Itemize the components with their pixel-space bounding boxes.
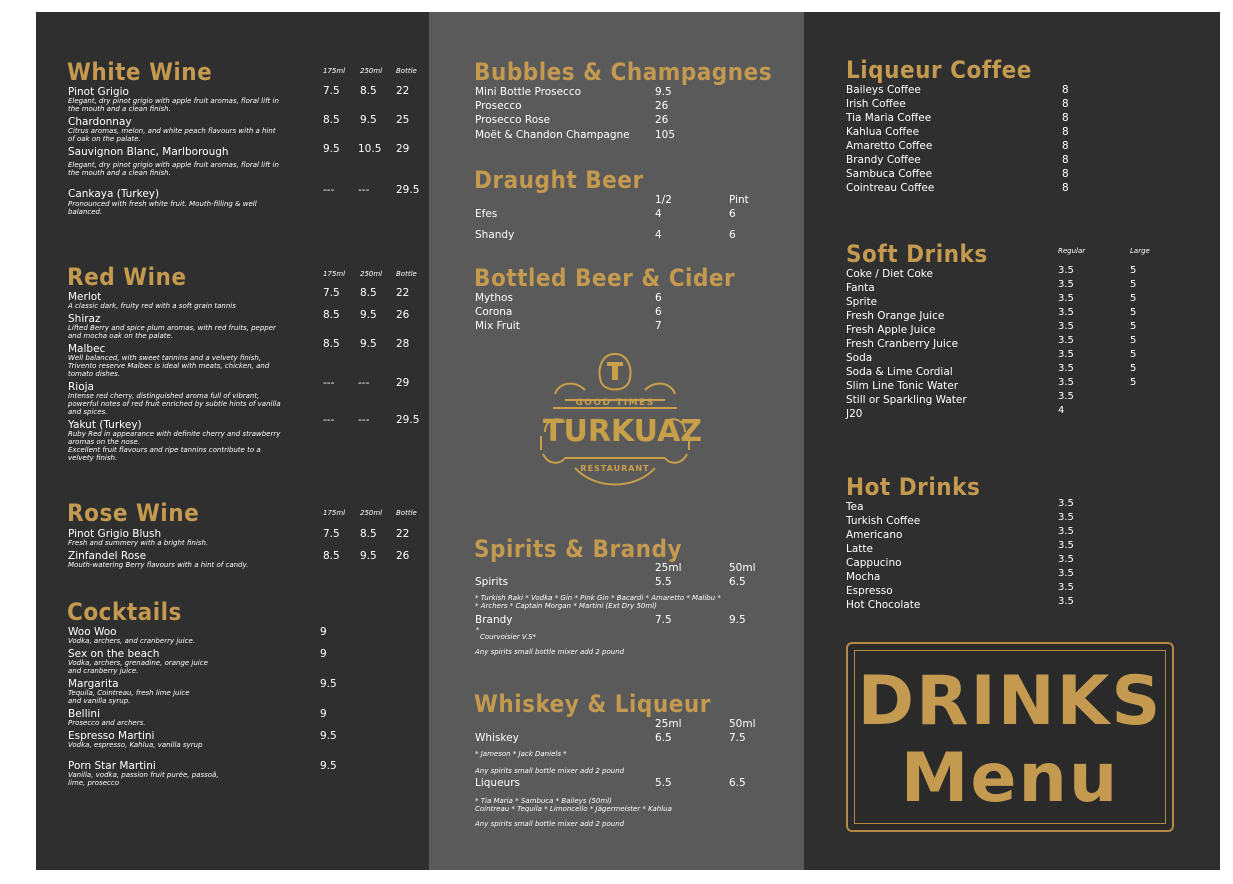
- price: 22: [396, 528, 410, 540]
- item-name: Rioja: [68, 381, 94, 393]
- item-name: Sambuca Coffee: [846, 168, 933, 180]
- item-name: Prosecco Rose: [475, 114, 551, 126]
- hot-drinks-heading: Hot Drinks: [846, 473, 981, 501]
- col-header: Bottle: [396, 509, 417, 517]
- price: 8.5: [323, 309, 340, 321]
- price: 29.5: [396, 414, 420, 426]
- item-name: Zinfandel Rose: [68, 550, 147, 562]
- price: 3.5: [1058, 568, 1074, 579]
- price: 28: [396, 338, 410, 350]
- item-desc: lime, prosecco: [68, 779, 120, 787]
- price: 5: [1130, 363, 1137, 374]
- price: 5: [1130, 349, 1137, 360]
- item-name: Baileys Coffee: [846, 84, 921, 96]
- item-desc: Vanilla, vodka, passion fruit purée, passoã,: [68, 771, 219, 779]
- item-desc: * Jameson * Jack Daniels *: [475, 750, 567, 758]
- item-name: Bellini: [68, 708, 100, 720]
- item-desc: Intense red cherry, distinguished aroma full of vibrant,: [68, 392, 260, 400]
- price: 8.5: [360, 528, 377, 540]
- item-name: Fanta: [846, 282, 875, 294]
- col-header: 175ml: [323, 509, 346, 517]
- item-name: Tia Maria Coffee: [846, 112, 932, 124]
- price: 3.5: [1058, 596, 1074, 607]
- price: 8.5: [360, 85, 377, 97]
- col-header: 25ml: [655, 562, 682, 574]
- item-name: Espresso Martini: [68, 730, 155, 742]
- price: 3.5: [1058, 377, 1074, 388]
- item-desc: Excellent fruit flavours and ripe tannins contribute to a: [68, 446, 261, 454]
- item-name: Slim Line Tonic Water: [846, 380, 959, 392]
- whiskey-heading: Whiskey & Liqueur: [474, 690, 711, 718]
- col-header: Bottle: [396, 67, 417, 75]
- item-name: Prosecco: [475, 100, 522, 112]
- price: 8.5: [323, 114, 340, 126]
- col-header: 250ml: [360, 270, 383, 278]
- price: 9: [320, 626, 327, 638]
- price: 6: [655, 306, 662, 318]
- price: 4: [655, 208, 662, 220]
- price: 3.5: [1058, 335, 1074, 346]
- item-desc: Lifted Berry and spice plum aromas, with red fruits, pepper: [68, 324, 276, 332]
- drinks-menu-banner: [846, 642, 1174, 832]
- price: 8: [1062, 84, 1069, 96]
- price: 4: [655, 229, 662, 241]
- price: 22: [396, 287, 410, 299]
- logo-tagline: GOOD TIMES: [575, 398, 655, 408]
- price: 10.5: [358, 143, 382, 155]
- item-desc: Ruby Red in appearance with definite cherry and strawberry: [68, 430, 281, 438]
- price: 3.5: [1058, 498, 1074, 509]
- item-name: Corona: [475, 306, 513, 318]
- price: 105: [655, 129, 676, 141]
- item-name: Shiraz: [68, 313, 101, 325]
- item-name: Merlot: [68, 291, 102, 303]
- col-header: 175ml: [323, 67, 346, 75]
- item-desc: and mocha oak on the palate.: [68, 332, 174, 340]
- item-desc: Trivento reserve Malbec is ideal with meats, chicken, and: [68, 362, 270, 370]
- item-name: Kahlua Coffee: [846, 126, 920, 138]
- price: 8: [1062, 112, 1069, 124]
- item-name: Mocha: [846, 571, 881, 583]
- col-header: Regular: [1058, 247, 1086, 255]
- item-desc: Citrus aromas, melon, and white peach flavours with a hint: [68, 127, 276, 135]
- price: 8: [1062, 140, 1069, 152]
- item-desc: velvety finish.: [68, 454, 118, 462]
- price: 3.5: [1058, 582, 1074, 593]
- item-desc: Well balanced, with sweet tannins and a velvety finish,: [68, 354, 262, 362]
- note: Any spirits small bottle mixer add 2 pound: [475, 767, 625, 775]
- price: 5: [1130, 335, 1137, 346]
- item-name: Coke / Diet Coke: [846, 268, 933, 280]
- logo-name: TURKUAZ: [543, 414, 703, 449]
- bottled-heading: Bottled Beer & Cider: [474, 264, 736, 292]
- price: 8: [1062, 168, 1069, 180]
- price: 29: [396, 143, 410, 155]
- item-desc: A classic dark, fruity red with a soft grain tannis: [68, 302, 236, 310]
- item-desc: Prosecco and archers.: [68, 719, 146, 727]
- price: 5.5: [655, 777, 672, 789]
- item-name: Brandy Coffee: [846, 154, 921, 166]
- item-name: Irish Coffee: [846, 98, 906, 110]
- price: 9.5: [360, 114, 377, 126]
- price: 9.5: [320, 730, 337, 742]
- item-desc: and spices.: [68, 408, 108, 416]
- item-desc: aromas on the nose.: [68, 438, 140, 446]
- price: 5: [1130, 293, 1137, 304]
- item-name: Malbec: [68, 343, 106, 355]
- price: 8.5: [323, 338, 340, 350]
- item-name: Sauvignon Blanc, Marlborough: [68, 146, 229, 158]
- price: 9.5: [360, 550, 377, 562]
- price: 26: [396, 550, 410, 562]
- col-header: 50ml: [729, 562, 756, 574]
- item-desc: Elegant, dry pinot grigio with apple fruit aromas, floral lift in: [68, 97, 279, 105]
- col-header: 25ml: [655, 718, 682, 730]
- item-name: Brandy: [475, 614, 513, 626]
- item-desc: balanced.: [68, 208, 103, 216]
- item-desc: the mouth and a clean finish.: [68, 105, 171, 113]
- price: 8: [1062, 98, 1069, 110]
- item-name: Fresh Orange Juice: [846, 310, 945, 322]
- price: 5.5: [655, 576, 672, 588]
- price: 5: [1130, 377, 1137, 388]
- soft-drinks-heading: Soft Drinks: [846, 240, 988, 268]
- item-name: Whiskey: [475, 732, 519, 744]
- item-desc: * Tia Maria * Sambuca * Baileys (50ml): [475, 797, 612, 805]
- price: 7.5: [323, 85, 340, 97]
- banner-line-1: DRINKS: [857, 662, 1163, 741]
- price: 26: [655, 100, 669, 112]
- price: 9.5: [655, 86, 672, 98]
- item-desc: Mouth-watering Berry flavours with a hint of candy.: [68, 561, 249, 569]
- item-name: Moët & Chandon Champagne: [475, 129, 630, 141]
- item-desc: the mouth and a clean finish.: [68, 169, 171, 177]
- white-wine-heading: White Wine: [67, 58, 213, 86]
- item-name: Hot Chocolate: [846, 599, 921, 611]
- col-header: Pint: [729, 194, 749, 206]
- cocktails-heading: Cocktails: [67, 598, 182, 626]
- price: 9.5: [320, 760, 337, 772]
- item-name: Mythos: [475, 292, 513, 304]
- note: Any spirits small bottle mixer add 2 pound: [475, 648, 625, 656]
- item-desc: Fresh and summery with a bright finish.: [68, 539, 209, 547]
- price: 3.5: [1058, 391, 1074, 402]
- item-name: Americano: [846, 529, 903, 541]
- item-name: Amaretto Coffee: [846, 140, 933, 152]
- price: 3.5: [1058, 293, 1074, 304]
- price: 4: [1058, 405, 1065, 416]
- item-name: Fresh Apple Juice: [846, 324, 936, 336]
- price: 3.5: [1058, 540, 1074, 551]
- item-name: Pinot Grigio: [68, 86, 129, 98]
- price: ---: [323, 377, 335, 389]
- price: 8: [1062, 126, 1069, 138]
- price: 29.5: [396, 184, 420, 196]
- item-desc: Courvoisier V.S*: [480, 633, 537, 641]
- price: 6.5: [729, 777, 746, 789]
- col-header: Bottle: [396, 270, 417, 278]
- item-name: Margarita: [68, 678, 119, 690]
- item-desc: Vodka, archers, grenadine, orange juice: [68, 659, 208, 667]
- item-name: Tea: [846, 501, 864, 513]
- price: 3.5: [1058, 526, 1074, 537]
- logo-subtitle: RESTAURANT: [580, 464, 650, 473]
- banner-line-2: Menu: [900, 739, 1120, 818]
- item-name: Sex on the beach: [68, 648, 160, 660]
- price: 7.5: [729, 732, 746, 744]
- price: 5: [1130, 265, 1137, 276]
- item-desc: * Archers * Captain Morgan * Martini (Ext Dry 50ml): [475, 602, 657, 610]
- price: 3.5: [1058, 363, 1074, 374]
- rose-wine-heading: Rose Wine: [67, 499, 200, 527]
- item-name: Soda: [846, 352, 873, 364]
- item-name: Latte: [846, 543, 873, 555]
- spirits-heading: Spirits & Brandy: [474, 535, 683, 563]
- item-desc: Elegant, dry pinot grigio with apple fruit aromas, floral lift in: [68, 161, 279, 169]
- item-name: Mix Fruit: [475, 320, 520, 332]
- draught-heading: Draught Beer: [474, 166, 644, 194]
- price: 9.5: [360, 338, 377, 350]
- price: ---: [358, 414, 370, 426]
- item-desc: of oak on the palate.: [68, 135, 141, 143]
- bubbles-heading: Bubbles & Champagnes: [474, 58, 773, 86]
- item-desc: Pronounced with fresh white fruit. Mouth-filling & well: [68, 200, 257, 208]
- item-name: Cankaya (Turkey): [68, 188, 160, 200]
- price: 6.5: [655, 732, 672, 744]
- price: 9.5: [320, 678, 337, 690]
- price: 3.5: [1058, 554, 1074, 565]
- price: 5: [1130, 279, 1137, 290]
- price: 26: [396, 309, 410, 321]
- liqueur-coffee-heading: Liqueur Coffee: [846, 56, 1032, 84]
- item-desc: * Turkish Raki * Vodka * Gin * Pink Gin * Bacardi * Amaretto * Malibu *: [475, 594, 721, 602]
- turkuaz-logo: [535, 350, 703, 495]
- item-desc: Vodka, archers, and cranberry juice.: [68, 637, 196, 645]
- price: 8.5: [360, 287, 377, 299]
- col-header: 175ml: [323, 270, 346, 278]
- item-name: Porn Star Martini: [68, 760, 156, 772]
- price: ---: [358, 377, 370, 389]
- col-header: 1/2: [655, 194, 672, 206]
- price: 25: [396, 114, 410, 126]
- col-header: 250ml: [360, 67, 383, 75]
- item-name: Still or Sparkling Water: [846, 394, 967, 406]
- item-name: Soda & Lime Cordial: [846, 366, 953, 378]
- item-name: Cappucino: [846, 557, 902, 569]
- price: 6.5: [729, 576, 746, 588]
- col-header: 250ml: [360, 509, 383, 517]
- price: 6: [729, 208, 736, 220]
- col-header: Large: [1130, 247, 1150, 255]
- price: 6: [729, 229, 736, 241]
- item-desc: *: [476, 626, 480, 634]
- price: ---: [323, 184, 335, 196]
- item-desc: and cranberry juice.: [68, 667, 139, 675]
- price: ---: [358, 184, 370, 196]
- item-name: J20: [846, 408, 863, 420]
- price: 3.5: [1058, 307, 1074, 318]
- price: 8: [1062, 182, 1069, 194]
- price: 22: [396, 85, 410, 97]
- item-desc: powerful notes of red fruit enriched by subtle hints of vanilla: [68, 400, 281, 408]
- item-name: Efes: [475, 208, 498, 220]
- item-desc: Vodka, espresso, Kahlua, vanilla syrup: [68, 741, 203, 749]
- price: 7.5: [323, 528, 340, 540]
- price: 7.5: [323, 287, 340, 299]
- price: 5: [1130, 307, 1137, 318]
- item-name: Sprite: [846, 296, 878, 308]
- price: 3.5: [1058, 279, 1074, 290]
- item-name: Turkish Coffee: [846, 515, 921, 527]
- price: 3.5: [1058, 321, 1074, 332]
- price: 9: [320, 648, 327, 660]
- col-header: 50ml: [729, 718, 756, 730]
- price: 29: [396, 377, 410, 389]
- item-name: Pinot Grigio Blush: [68, 528, 162, 540]
- note: Any spirits small bottle mixer add 2 pound: [475, 820, 625, 828]
- price: 9.5: [360, 309, 377, 321]
- item-desc: Tequila, Cointreau, fresh lime juice: [68, 689, 190, 697]
- price: ---: [323, 414, 335, 426]
- price: 6: [655, 292, 662, 304]
- price: 8: [1062, 154, 1069, 166]
- price: 7: [655, 320, 662, 332]
- item-name: Espresso: [846, 585, 893, 597]
- red-wine-heading: Red Wine: [67, 263, 187, 291]
- price: 3.5: [1058, 349, 1074, 360]
- price: 8.5: [323, 550, 340, 562]
- item-desc: and vanilla syrup.: [68, 697, 131, 705]
- price: 9.5: [729, 614, 746, 626]
- item-name: Liqueurs: [475, 777, 520, 789]
- item-name: Woo Woo: [68, 626, 117, 638]
- price: 9.5: [323, 143, 340, 155]
- price: 5: [1130, 321, 1137, 332]
- price: 3.5: [1058, 265, 1074, 276]
- price: 3.5: [1058, 512, 1074, 523]
- item-name: Mini Bottle Prosecco: [475, 86, 582, 98]
- item-name: Fresh Cranberry Juice: [846, 338, 959, 350]
- price: 9: [320, 708, 327, 720]
- item-name: Yakut (Turkey): [68, 419, 142, 431]
- item-name: Shandy: [475, 229, 515, 241]
- item-desc: Cointreau * Tequila * Limoncello * Jägermeister * Kahlua: [475, 805, 672, 813]
- price: 26: [655, 114, 669, 126]
- price: 7.5: [655, 614, 672, 626]
- item-name: Spirits: [475, 576, 509, 588]
- item-name: Chardonnay: [68, 116, 132, 128]
- item-desc: tomato dishes.: [68, 370, 121, 378]
- item-name: Cointreau Coffee: [846, 182, 935, 194]
